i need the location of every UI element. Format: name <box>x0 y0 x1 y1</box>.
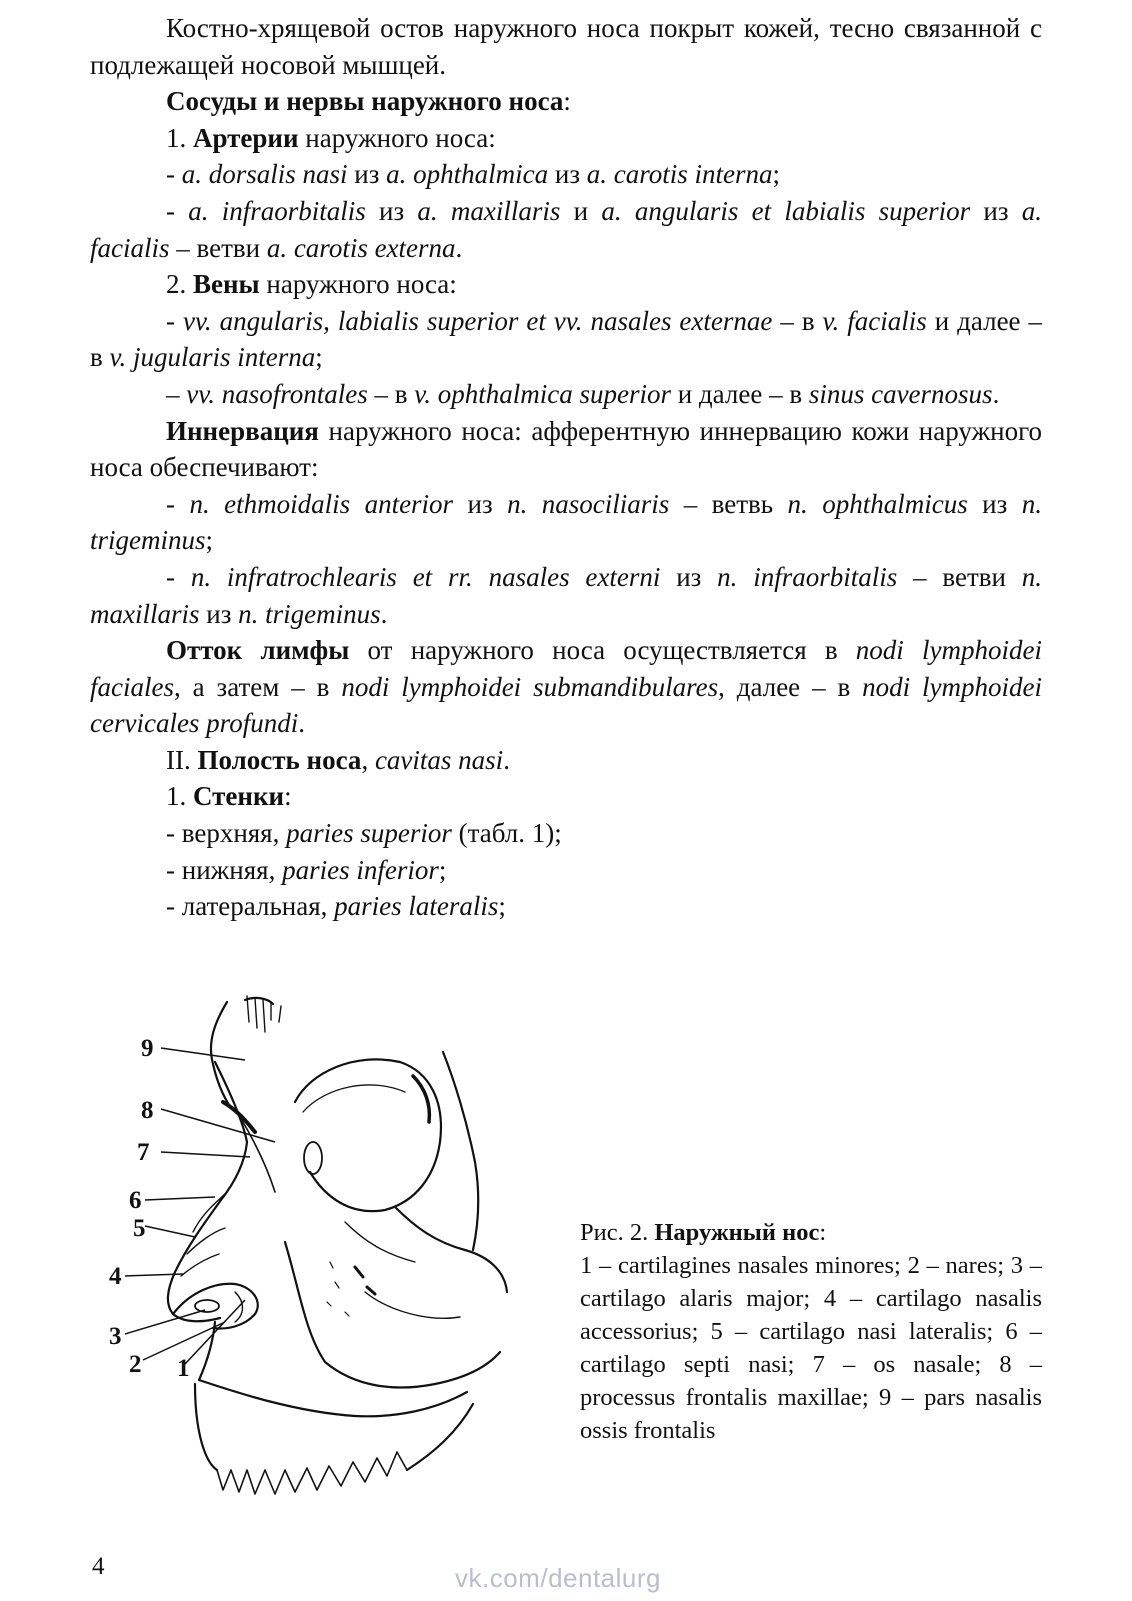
text-run: – ветви <box>897 561 1022 592</box>
latin-term: vv. nasofrontales <box>186 378 368 409</box>
figure-label-7: 7 <box>137 1139 150 1166</box>
text-run: - нижняя, <box>166 854 283 885</box>
text-run: . <box>380 598 388 629</box>
list-item <box>90 486 1042 559</box>
section-heading: Сосуды и нервы наружного носа: <box>166 86 571 117</box>
list-item <box>90 852 1042 889</box>
list-item <box>90 559 1042 632</box>
latin-term: a. dorsalis nasi <box>181 159 348 190</box>
latin-term: paries lateralis <box>334 891 499 922</box>
text-run: из <box>970 195 1022 226</box>
text-run: – <box>166 378 187 409</box>
latin-term: a. angularis et labialis superior <box>601 195 971 226</box>
latin-term: n. maxillaris <box>90 561 1043 629</box>
latin-term: sinus cavernosus <box>808 378 993 409</box>
text-run: - <box>166 159 182 190</box>
text-run: (табл. 1); <box>451 818 562 849</box>
text-run: из <box>199 598 239 629</box>
text-run: , далее – в <box>718 671 863 702</box>
text-run: ; <box>315 342 323 373</box>
text-run: , <box>361 744 375 775</box>
text-run: из <box>453 488 508 519</box>
latin-term: paries inferior <box>282 854 439 885</box>
text-run: . <box>503 744 510 775</box>
figure-label-5: 5 <box>133 1215 146 1242</box>
figure-label-2: 2 <box>129 1351 142 1378</box>
text-run: . <box>992 378 1000 409</box>
latin-term: nodi lymphoidei faciales <box>90 635 1042 702</box>
text-run: от наружного носа осуществляется в <box>349 635 856 666</box>
figure-label-1: 1 <box>177 1355 190 1382</box>
latin-term: n. infratrochlearis et rr. nasales externi <box>190 561 661 592</box>
latin-term: paries superior <box>286 818 452 849</box>
caption-title: Наружный нос <box>654 1219 820 1246</box>
text-run: - латеральная, <box>166 891 335 922</box>
list-item <box>90 156 1042 193</box>
text-run: . <box>455 232 463 263</box>
text-run: - <box>166 488 190 519</box>
text-run: и далее – в <box>670 378 809 409</box>
latin-term: nodi lymphoidei cervicales profundi <box>90 671 1042 739</box>
text-run: – ветви <box>169 232 267 263</box>
latin-term: vv. angularis, labialis superior et vv. nasales externae <box>182 305 773 336</box>
text-run: из <box>548 159 587 190</box>
text-run: и далее – в <box>90 305 1042 373</box>
text-run: – в <box>772 305 823 336</box>
latin-term: v. jugularis interna <box>109 342 316 373</box>
latin-term: v. ophthalmica superior <box>414 378 671 409</box>
list-item <box>90 815 1042 852</box>
bold-term: Полость носа <box>197 744 362 775</box>
text-run: ; <box>205 525 214 556</box>
section-heading <box>90 742 1042 779</box>
text-run: из <box>660 561 718 592</box>
bold-term: Отток лимфы <box>166 635 350 666</box>
external-nose-figure <box>95 992 535 1510</box>
page-number: 4 <box>92 1553 105 1580</box>
list-item <box>90 193 1042 266</box>
paragraph <box>90 632 1042 742</box>
paragraph: Иннервация наружного носа: афферентную иннервацию кожи наружного носа обеспечивают: <box>90 415 1042 483</box>
text-run: - <box>166 561 191 592</box>
figure-label-8: 8 <box>141 1097 154 1124</box>
figure-caption <box>580 1216 1042 1447</box>
latin-term: a. infraorbitalis <box>188 195 366 226</box>
list-item <box>90 888 1042 925</box>
list-item <box>90 376 1042 413</box>
skull-outline <box>168 996 507 1494</box>
latin-term: n. nasociliaris <box>507 488 670 519</box>
text-run: - <box>166 305 183 336</box>
text-run: - верхняя, <box>166 818 287 849</box>
text-run: – ветвь <box>669 488 788 519</box>
text-run: и <box>560 195 602 226</box>
watermark: vk.com/dentalurg <box>455 1563 661 1593</box>
text-run: – в <box>367 378 415 409</box>
caption-text: 1 – cartilagines nasales minores; 2 – nares; 3 – cartilago alaris major; 4 – cartilago nasalis accessorius; 5 – cartilago nasi lateralis; 6 – cartilago septi nasi; 7 – os nasale; 8 – processus frontalis maxillae; 9 – pars nasalis ossis frontalis <box>580 1252 1042 1444</box>
text-run: ; <box>772 159 781 190</box>
text-run: ; <box>438 854 447 885</box>
caption-prefix: Рис. 2. <box>580 1219 655 1246</box>
latin-term: n. ethmoidalis anterior <box>189 488 454 519</box>
latin-term: cavitas nasi <box>374 744 504 775</box>
latin-term: a. ophthalmica <box>386 159 549 190</box>
paragraph: Костно-хрящевой остов наружного носа покрыт кожей, тесно связанной с подлежащей носовой мышцей. <box>90 13 1042 80</box>
text-run: II. <box>166 744 198 775</box>
list-heading: 2. Вены наружного носа: <box>166 269 457 300</box>
text-run: ; <box>498 891 506 922</box>
skull-illustration <box>95 992 535 1510</box>
latin-term: v. facialis <box>822 305 927 336</box>
latin-term: n. trigeminus <box>90 488 1042 556</box>
figure-label-3: 3 <box>109 1323 122 1350</box>
text-run: . <box>298 708 305 739</box>
text-run: - <box>166 195 189 226</box>
list-item <box>90 303 1042 376</box>
latin-term: n. infraorbitalis <box>717 561 898 592</box>
text-run: , а затем – в <box>173 671 342 702</box>
list-heading: 1. Артерии наружного носа: <box>166 122 496 153</box>
latin-term: a. facialis <box>90 195 1043 263</box>
text-run: из <box>967 488 1022 519</box>
latin-term: a. carotis interna <box>586 159 773 190</box>
text-run: из <box>347 159 387 190</box>
figure-label-9: 9 <box>141 1035 154 1062</box>
latin-term: nodi lymphoidei submandibulares <box>341 671 719 702</box>
figure-labels <box>109 1035 190 1382</box>
body-text <box>90 10 1042 925</box>
latin-term: a. maxillaris <box>417 195 561 226</box>
list-heading: 1. Стенки: <box>166 781 292 812</box>
latin-term: n. trigeminus <box>238 598 381 629</box>
figure-label-4: 4 <box>109 1263 122 1290</box>
text-run: из <box>365 195 418 226</box>
latin-term: a. carotis externa <box>266 232 456 263</box>
latin-term: n. ophthalmicus <box>787 488 968 519</box>
figure-label-6: 6 <box>129 1187 142 1214</box>
caption-colon: : <box>819 1219 827 1246</box>
